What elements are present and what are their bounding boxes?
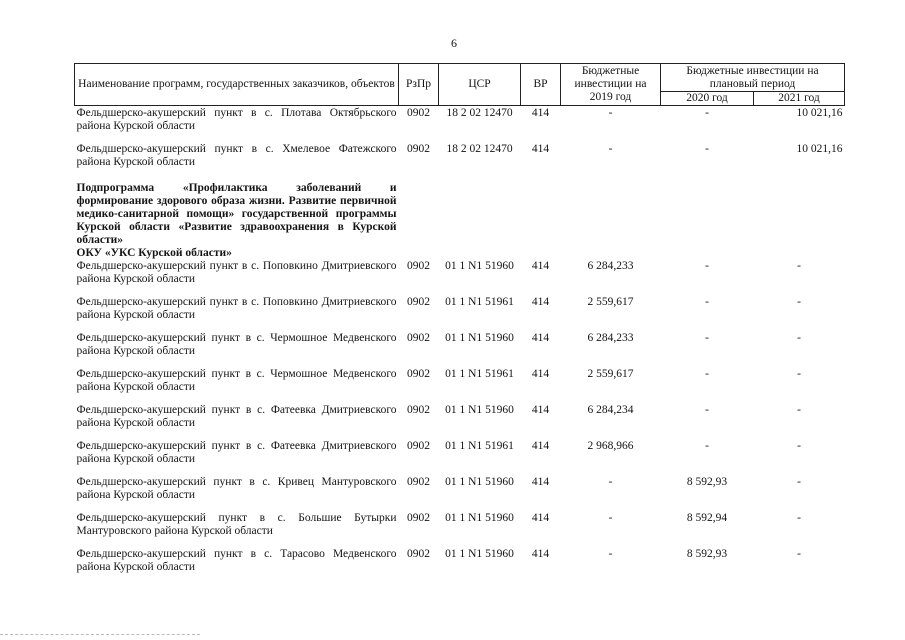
value-2021: 10 021,16: [796, 143, 843, 155]
csr-code: 01 1 N1 51960: [445, 332, 514, 344]
value-2021: -: [797, 260, 801, 272]
csr-code: 01 1 N1 51960: [445, 548, 514, 560]
object-name: Фельдшерско-акушерский пункт в с. Хмелевое Фатежского района Курской области: [76, 143, 397, 168]
value-2021: -: [797, 476, 801, 488]
object-name: Фельдшерско-акушерский пункт в с. Тарасово Медвенского района Курской области: [76, 548, 397, 573]
header-csr: ЦСР: [439, 64, 521, 106]
object-name: Фельдшерско-акушерский пункт в с. Поповкино Дмитриевского района Курской области: [76, 260, 397, 285]
value-2020: 8 592,94: [686, 512, 728, 524]
value-2021: -: [797, 296, 801, 308]
vr-code: 414: [531, 107, 550, 119]
vr-code: 414: [531, 332, 550, 344]
header-name: Наименование программ, государственных заказчиков, объектов: [75, 64, 399, 106]
rzpr-code: 0902: [407, 143, 430, 155]
page-number: 6: [451, 36, 457, 50]
value-2019: 6 284,233: [587, 260, 634, 272]
header-planned-period: Бюджетные инвестиции на плановый период: [661, 64, 845, 92]
csr-code: 18 2 02 12470: [446, 107, 513, 119]
object-name: Фельдшерско-акушерский пункт в с. Кривец Мантуровского района Курской области: [76, 476, 397, 501]
table-row: [75, 332, 845, 368]
value-2019: 6 284,233: [587, 332, 634, 344]
value-2019: -: [608, 476, 613, 488]
object-name: Фельдшерско-акушерский пункт в с. Фатеевка Дмитриевского района Курской области: [76, 440, 397, 465]
rzpr-code: 0902: [407, 440, 430, 452]
section-row: [75, 179, 845, 247]
rzpr-code: 0902: [407, 296, 430, 308]
value-2020: -: [705, 404, 709, 416]
csr-code: 01 1 N1 51961: [445, 368, 514, 380]
table-row: [75, 296, 845, 332]
value-2020: 8 592,93: [686, 548, 728, 560]
rzpr-code: 0902: [407, 260, 430, 272]
budget-investments-table: [74, 63, 845, 584]
header-rzpr: РзПр: [399, 64, 439, 106]
table-row: [75, 476, 845, 512]
value-2019: 6 284,234: [587, 404, 634, 416]
page-bottom-edge: [0, 634, 200, 636]
value-2020: -: [705, 260, 709, 272]
table-row: [75, 368, 845, 404]
value-2020: -: [705, 368, 709, 380]
table-row: [75, 512, 845, 548]
value-2019: -: [608, 512, 613, 524]
table-row: [75, 143, 845, 179]
rzpr-code: 0902: [407, 476, 430, 488]
vr-code: 414: [531, 548, 550, 560]
table-row: [75, 404, 845, 440]
header-investments-2019: Бюджетные инвестиции на 2019 год: [561, 64, 661, 106]
table-header: [75, 64, 845, 106]
vr-code: 414: [531, 296, 550, 308]
vr-code: 414: [531, 260, 550, 272]
value-2019: 2 968,966: [587, 440, 634, 452]
rzpr-code: 0902: [407, 368, 430, 380]
table-row: [75, 440, 845, 476]
header-vr: ВР: [521, 64, 561, 106]
value-2019: -: [608, 143, 613, 155]
table-row: [75, 548, 845, 584]
csr-code: 01 1 N1 51960: [445, 404, 514, 416]
value-2020: -: [705, 107, 709, 119]
value-2020: -: [705, 143, 709, 155]
csr-code: 01 1 N1 51961: [445, 296, 514, 308]
value-2020: -: [705, 332, 709, 344]
csr-code: 01 1 N1 51960: [445, 260, 514, 272]
value-2021: -: [797, 512, 801, 524]
header-year-2020: 2020 год: [661, 92, 754, 106]
vr-code: 414: [531, 476, 550, 488]
object-name: Фельдшерско-акушерский пункт в с. Фатеевка Дмитриевского района Курской области: [76, 404, 397, 429]
object-name: Фельдшерско-акушерский пункт в с. Большие Бутырки Мантуровского района Курской области: [76, 512, 397, 537]
vr-code: 414: [531, 368, 550, 380]
value-2021: -: [797, 404, 801, 416]
header-year-2021: 2021 год: [754, 92, 845, 106]
object-name: Фельдшерско-акушерский пункт в с. Чермошное Медвенского района Курской области: [76, 368, 397, 393]
table-row: [75, 260, 845, 296]
organization-title: ОКУ «УКС Курской области»: [76, 247, 232, 259]
table-row: [75, 106, 845, 144]
value-2020: 8 592,93: [686, 476, 728, 488]
org-row: [75, 247, 845, 260]
csr-code: 01 1 N1 51960: [445, 512, 514, 524]
value-2019: -: [608, 548, 613, 560]
csr-code: 18 2 02 12470: [446, 143, 513, 155]
rzpr-code: 0902: [407, 107, 430, 119]
value-2019: 2 559,617: [587, 368, 634, 380]
value-2019: 2 559,617: [587, 296, 634, 308]
object-name: Фельдшерско-акушерский пункт в с. Плотава Октябрьского района Курской области: [76, 107, 397, 132]
csr-code: 01 1 N1 51961: [445, 440, 514, 452]
value-2021: -: [797, 368, 801, 380]
vr-code: 414: [531, 143, 550, 155]
subprogram-title: Подпрограмма «Профилактика заболеваний и формирование здорового образа жизни. Развитие первичной медико-санитарной помощи» государственной программы Курской области «Развитие здравоохранения в Курской области»: [76, 182, 397, 246]
value-2021: -: [797, 332, 801, 344]
table-body: [75, 106, 845, 585]
vr-code: 414: [531, 440, 550, 452]
rzpr-code: 0902: [407, 548, 430, 560]
value-2020: -: [705, 440, 709, 452]
value-2021: -: [797, 548, 801, 560]
rzpr-code: 0902: [407, 332, 430, 344]
value-2021: -: [797, 440, 801, 452]
object-name: Фельдшерско-акушерский пункт в с. Поповкино Дмитриевского района Курской области: [76, 296, 397, 321]
object-name: Фельдшерско-акушерский пункт в с. Чермошное Медвенского района Курской области: [76, 332, 397, 357]
vr-code: 414: [531, 512, 550, 524]
value-2019: -: [608, 107, 613, 119]
csr-code: 01 1 N1 51960: [445, 476, 514, 488]
vr-code: 414: [531, 404, 550, 416]
value-2021: 10 021,16: [796, 107, 843, 119]
rzpr-code: 0902: [407, 512, 430, 524]
rzpr-code: 0902: [407, 404, 430, 416]
value-2020: -: [705, 296, 709, 308]
